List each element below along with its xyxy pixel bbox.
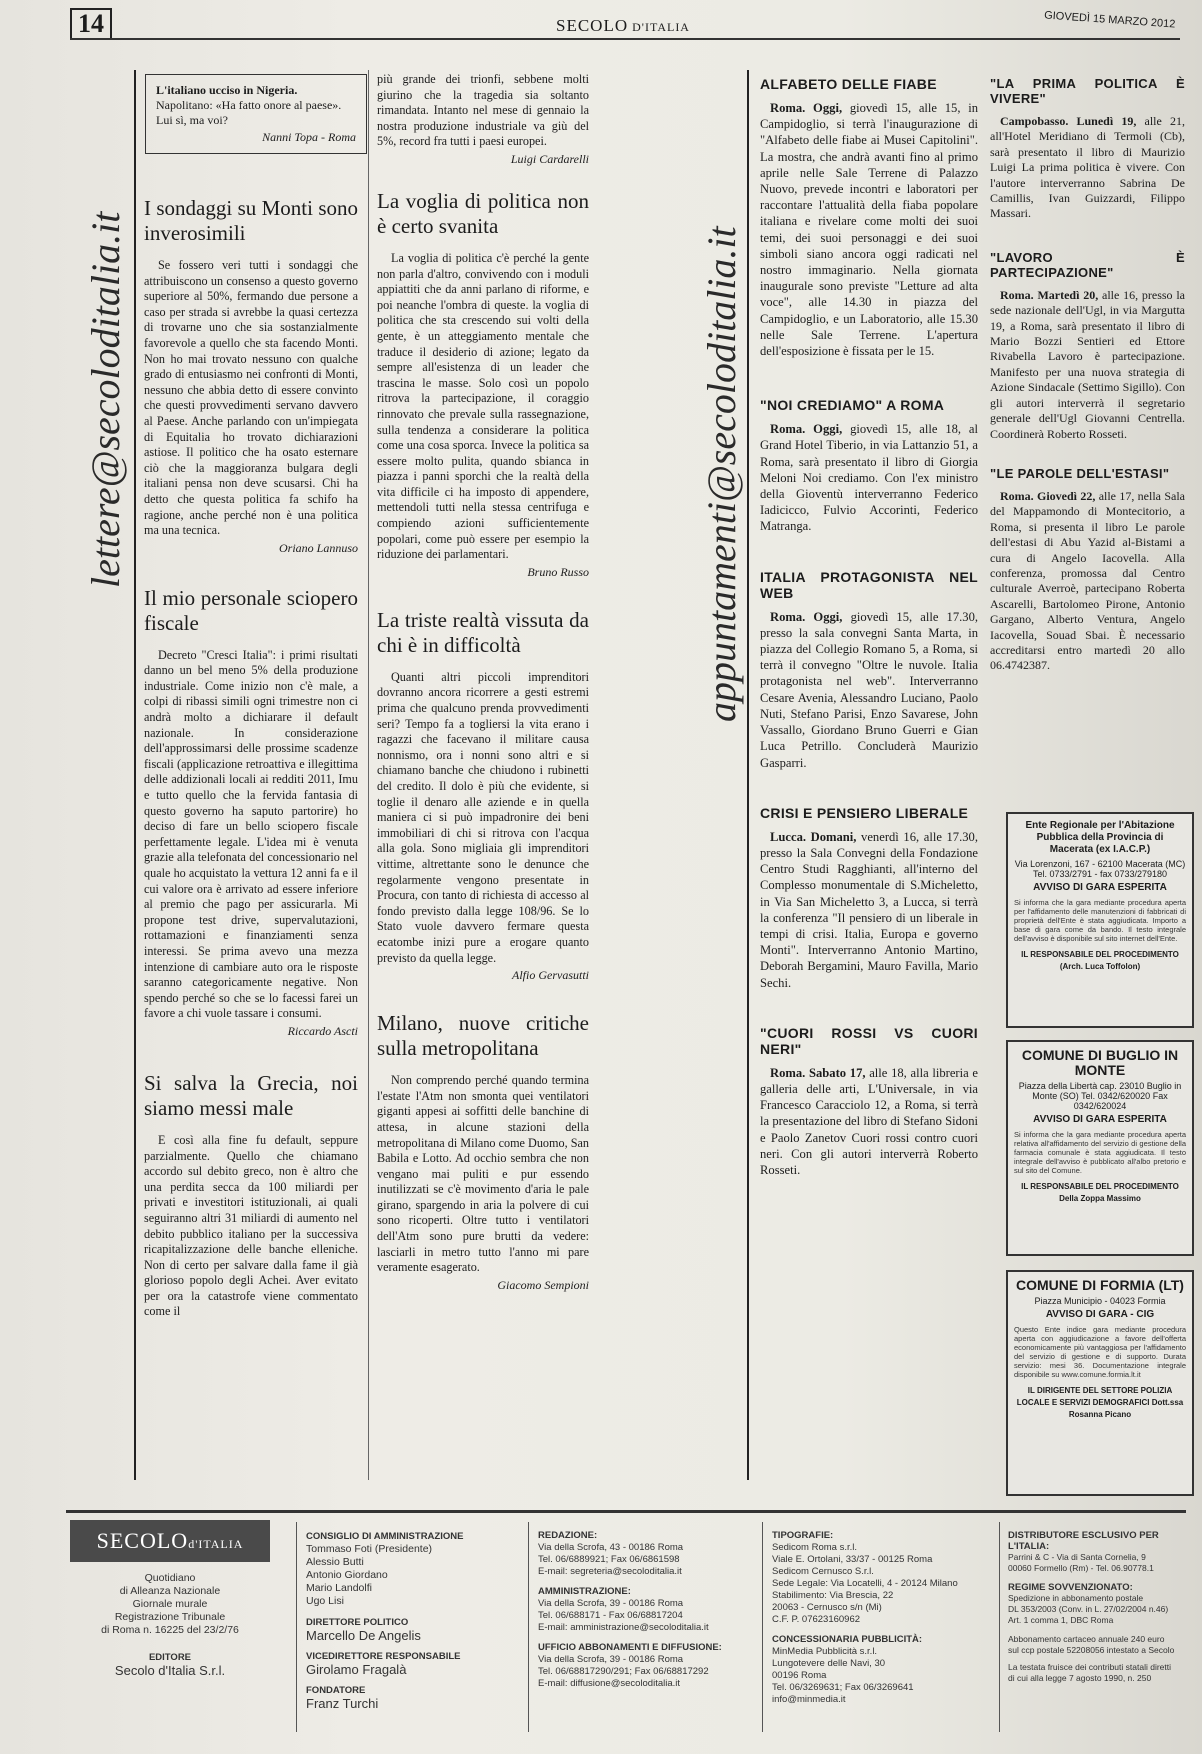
letters-column-right: [377, 72, 589, 1293]
letter-body: Se fossero veri tutti i sondaggi che attribuiscono un consenso a questo governo superiore al 50%, fermando due persone a caso per strada si avrebbe la quasi certezza di trovarne uno che sia sostanzialmente favorevole a quello che sta facendo Monti. Non ho mai trovato nessuno con qualche grado di entusiasmo nei confronti di Monti, nessuno che abbia detto di essere convinto che questi provvedimenti servano davvero al Paese. Anche parlando con un'impiegata di Equitalia ho trovato dichiarazioni astiose. Il politico che ha osato esternare ciò che la maggioranza bulgara degli italiani pensa non deve scusarsi. Chi ha detto che questa politica fa schifo ha ragione, anche perché non è una politica ma una tecnica.: [144, 258, 358, 538]
ad-title: Ente Regionale per l'Abitazione Pubblica della Provincia di Macerata (ex I.A.C.P.): [1025, 820, 1175, 855]
footer-distribution: [1008, 1530, 1184, 1684]
event-body: giovedì 15, alle 17.30, presso la sala convegni Santa Marta, in piazza del Collegio Romano 5, a Roma, si terrà il convegno "Oltre le nuvole. Italia protagonista nel web". Interverranno Cesare Avenia, Alessandro Luciano, Paolo Nuti, Stefano Parisi, Enzo Savarese, John Vassallo, Giordano Bruno Guerri e Gian Luca Petrillo. Concluderà Maurizio Gasparri.: [760, 609, 979, 770]
vice-name: Girolamo Fragalà: [306, 1662, 407, 1677]
masthead-small: D'ITALIA: [628, 20, 690, 34]
letter-signature: Giacomo Sempioni: [497, 1277, 589, 1292]
letter-body: Non comprendo perché quando termina l'estate l'Atm non smonta quei ventilatori giganti appesi ai soffitti delle banchine di attesa, in alcune stazioni della metropolitana di Milano come Duomo, San Babila e Lotto. Ad occhio sembra che non vengano mai puliti e pur essendo inutilizzati se c'è movimento d'aria le pale girano, spargendo in aria la polvere di cui sono ricoperti. Oltre tutto i ventilatori dell'Atm sono pure brutti da vedere: lasciarli in metro tutto l'anno mi pare veramente esagerato.: [377, 1073, 589, 1275]
info-line: Registrazione Tribunale: [114, 1611, 226, 1623]
letter-body-continued: più grande dei trionfi, sebbene molti giurino che la tragedia sia soltanto rimandata. Intanto nel mese di gennaio la nostra produzione industriale va giù del 5%, record fra tutti i paesi europei.: [377, 72, 589, 149]
letter-signature: Bruno Russo: [527, 564, 589, 579]
abb-line: La testata fruisce dei contributi statali diretti: [1008, 1662, 1171, 1672]
event-body: giovedì 15, alle 15, in Campidoglio, si terrà l'inaugurazione di "Alfabeto delle fiabe ai Musei Capitolini". La mostra, che andrà avanti fino al primo aprile nelle Sale Terrene di Palazzo Nuovo, prevede incontri e laboratori per raccontare l'attualità della fiaba popolare italiana e rivelare come molti dei suoi temi, dei suoi personaggi e dei suoi simboli siano ancora oggi radicati nel nostro immaginario. Nella giornata inaugurale sono previste "Letture ad alta voce", alle 14.30 in piazza del Campidoglio, e un Laboratorio, alle 15.30 nelle Sale Terrene. L'apertura dell'esposizione è fissata per le 15.: [760, 101, 979, 359]
letters-email-vertical: lettere@secoloditalia.it: [83, 211, 128, 588]
contact-line: Tel. 06/68817290/291; Fax 06/68817292: [538, 1666, 709, 1677]
footer-divider: [528, 1522, 529, 1732]
footer-divider: [296, 1522, 297, 1732]
print-line: C.F. P. 07623160962: [772, 1614, 861, 1625]
letter-body: La voglia di politica c'è perché la gente non parla d'altro, convivendo con i moduli appiattiti che da anni parlano di riforme, e poi neanche l'ombra di queste. la voglia di politica che sta crescendo sui volti della gente, è un atteggiamento mentale che traduce il desiderio di azione; legato da sempre all'esistenza di un leader che trascina le masse. Solo così un popolo ritrova la partecipazione, il coraggio rinnovato che prevale sulla rassegnazione, sulla tendenza a considerare la politica come una cosa sporca. Invece la politica sa essere molto pulita, quando sbianca in piazza i panni sporchi che la realtà della vita difficile ci ha imposto di appendere, mettendoli tutti nella stessa centrifuga e compiendo azioni sufficientemente popolari, come può essere per esempio la riduzione dei parlamentari.: [377, 250, 589, 562]
quote-box: [145, 74, 367, 154]
letter-title: La voglia di politica non è certo svanita: [377, 188, 589, 238]
events-email-vertical: appuntamenti@secoloditalia.it: [699, 226, 744, 722]
board-member: Alessio Butti: [306, 1556, 364, 1568]
print-line: Sedicom Cernusco S.r.l.: [772, 1566, 874, 1577]
footer-divider: [999, 1522, 1000, 1732]
print-line: 20063 - Cernusco s/n (Mi): [772, 1602, 882, 1613]
ad-heading: AVVISO DI GARA ESPERITA: [1033, 1114, 1167, 1125]
letters-divider: [368, 70, 369, 1480]
abb-line: Abbonamento cartaceo annuale 240 euro: [1008, 1634, 1165, 1644]
event-body: venerdì 16, alle 17.30, presso la Sala Convegni della Fondazione Centro Studi Ragghianti, all'interno del Complesso monumentale di S.Micheletto, in Via San Micheletto 3, a Lucca, si terrà la conferenza "Il pensiero di un liberale in tempi di crisi. Italia, Europa e governo Monti". Interverranno Antonio Martino, Deborah Bergamini, Mauro Favilla, Mario Sechi.: [760, 829, 978, 990]
dist-label: DISTRIBUTORE ESCLUSIVO PER L'ITALIA:: [1008, 1530, 1159, 1552]
ad-text: Si informa che la gara mediante procedura aperta per l'affidamento delle manutenzioni di fabbricati di proprietà dell'Ente è stata aggiudicata. Importo a base di gara come da bando. Il testo integrale dell'avviso è disponibile sul sito internet dell'Ente.: [1014, 898, 1186, 943]
founder-label: FONDATORE: [306, 1685, 366, 1696]
board-member: Mario Landolfi: [306, 1582, 372, 1594]
event-body: alle 21, all'Hotel Meridiano di Termoli (Cb), sarà presentato il libro di Maurizio Luigi La prima politica è vivere. Con l'autore interverranno Sabrina De Camillis, Ivan Guizzardi, Filippo Massari.: [990, 114, 1185, 221]
event-title: "LE PAROLE DELL'ESTASI": [990, 465, 1170, 481]
reg-line: DL 353/2003 (Conv. in L. 27/02/2004 n.46): [1008, 1604, 1169, 1614]
print-line: Sedicom Roma s.r.l.: [772, 1542, 857, 1553]
letter-title: I sondaggi su Monti sono inverosimili: [144, 196, 358, 245]
print-line: Stabilimento: Via Brescia, 22: [772, 1590, 894, 1601]
amm-label: AMMINISTRAZIONE:: [538, 1586, 631, 1597]
contact-line: E-mail: amministrazione@secoloditalia.it: [538, 1622, 709, 1633]
event-body: giovedì 15, alle 18, al Grand Hotel Tiberio, in via Lattanzio 51, a Roma, sarà presentato il libro di Giorgia Meloni Noi crediamo. Con l'ex ministro della Gioventù interverranno Federico Iadicicco, Fulvio Accorinti, Federico Matranga.: [760, 422, 978, 534]
contact-line: E-mail: diffusione@secoloditalia.it: [538, 1678, 681, 1689]
event-title: CRISI E PENSIERO LIBERALE: [760, 804, 969, 821]
print-line: Viale E. Ortolani, 33/37 - 00125 Roma: [772, 1554, 933, 1565]
contact-line: E-mail: segreteria@secoloditalia.it: [538, 1566, 682, 1577]
tipo-label: TIPOGRAFIE:: [772, 1530, 834, 1541]
event-lead: Roma. Oggi,: [770, 422, 843, 437]
letter-signature: Luigi Cardarelli: [510, 151, 589, 166]
letter-body: E così alla fine fu default, seppure parzialmente. Quello che chiamano accordo sul debito greco, non è altro che una perdita secca da 100 miliardi per privati e investitori istituzionali, ai quali seguiranno altri 31 miliardi di aumento nel debito pubblico italiano per la successiva ricapitalizzazione delle banche elleniche. Non di certo per salvare dalla fame il già glorioso popolo degli Achei. Aver evitato per ora la catastrofe viene commentato come il: [144, 1132, 358, 1319]
ad-comune-buglio: [1006, 1040, 1194, 1256]
mid-column-rule: [747, 70, 749, 1480]
footer-logo: [70, 1520, 270, 1562]
contact-line: Tel. 06/688171 - Fax 06/68817204: [538, 1610, 683, 1621]
issue-date: GIOVEDÌ 15 MARZO 2012: [1043, 9, 1176, 31]
info-line: Quotidiano: [144, 1572, 196, 1584]
board-member: Tommaso Foti (Presidente): [306, 1543, 433, 1555]
left-column-rule: [134, 70, 136, 1480]
conc-label: CONCESSIONARIA PUBBLICITÀ:: [772, 1634, 923, 1645]
ad-address: Piazza della Libertà cap. 23010 Buglio in Monte (SO) Tel. 0342/620020 Fax 0342/620024: [1018, 1081, 1182, 1111]
ad-title: COMUNE DI FORMIA (LT): [1016, 1277, 1184, 1293]
letter-signature: Oriano Lannuso: [278, 540, 358, 555]
event-lead: Roma. Oggi,: [770, 101, 843, 115]
letter-title: Il mio personale sciopero fiscale: [144, 585, 358, 635]
event-title: "LA PRIMA POLITICA È VIVERE": [990, 76, 1185, 106]
editor-label: EDITORE: [148, 1652, 192, 1663]
dist-line: 00060 Formello (Rm) - Tel. 06.90778.1: [1008, 1563, 1154, 1573]
event-title: ITALIA PROTAGONISTA NEL WEB: [760, 568, 978, 601]
quote-title: L'italiano ucciso in Nigeria.: [156, 83, 298, 97]
letter-signature: Riccardo Ascti: [287, 1023, 358, 1038]
letter-body: Quanti altri piccoli imprenditori dovranno ancora ricorrere a gesti estremi prima che qualcuno prenda provvedimenti seri? Tempo fa a togliersi la vita erano i ragazzi che facevano il militare causa nonnismo, ora i nonni sono altri e si chiamano banche che chiudono i rubinetti del credito. Il dolo è più che evidente, si toglie il denaro alle aziende e in quella maniera ci si può impadronire dei beni immobiliari di chi si ritrova con l'acqua alla gola. Sono migliaia gli imprenditori vittime, altrettante sono le denunce che regolarmente vengono presentate in Procura, con tanto di richiesta di accesso al fondo previsto dalla legge 108/96. Se lo Stato vuole davvero fermare questa ecatombe inizi pure a erogare quanto previsto da quella legge.: [377, 669, 589, 965]
ad-text: Questo Ente indice gara mediante procedura aperta con aggiudicazione a favore dell'offerta economicamente più vantaggiosa per l'affidamento del servizio di gestione e di supporto. Durata servizio: mesi 36. Documentazione integrale disponibile su www.comune.formia.lt.it: [1014, 1325, 1186, 1379]
event-lead: Roma. Martedì 20,: [1000, 287, 1099, 302]
events-column-left: [760, 76, 978, 1178]
print-line: Lungotevere delle Navi, 30: [772, 1658, 886, 1669]
founder-name: Franz Turchi: [306, 1696, 379, 1711]
contact-line: Via della Scrofa, 43 - 00186 Roma: [538, 1542, 684, 1553]
redazione-label: REDAZIONE:: [538, 1530, 598, 1541]
ad-ente-macerata: [1006, 812, 1194, 1028]
contact-line: Via della Scrofa, 39 - 00186 Roma: [538, 1598, 684, 1609]
event-body: alle 18, alla libreria e galleria delle arti, L'Universale, in via Francesco Caracciolo 12, a Roma, si terrà la presentazione del libro di Stefano Sidoni e Paolo Zanetov Cuori rossi contro cuori neri. Con gli autori interverrà Roberto Rosseti.: [760, 1065, 978, 1177]
print-line: Tel. 06/3269631; Fax 06/3269641: [772, 1682, 914, 1693]
footer-board: [306, 1530, 526, 1710]
print-line: info@minmedia.it: [772, 1694, 846, 1705]
editor-name: Secolo d'Italia S.r.l.: [114, 1663, 226, 1678]
director-name: Marcello De Angelis: [306, 1628, 421, 1643]
footer-contacts: [538, 1530, 760, 1690]
event-title: "CUORI ROSSI VS CUORI NERI": [760, 1024, 978, 1057]
ad-signature: IL RESPONSABILE DEL PROCEDIMENTO Della Zoppa Massimo: [1021, 1182, 1179, 1203]
letters-column-left: [144, 196, 358, 1320]
letter-title: Si salva la Grecia, noi siamo messi male: [144, 1070, 358, 1120]
masthead: [556, 16, 690, 36]
info-line: Giornale murale: [132, 1598, 208, 1610]
event-title: ALFABETO DELLE FIABE: [760, 76, 937, 92]
event-lead: Roma. Sabato 17,: [770, 1065, 866, 1080]
print-line: MinMedia Pubblicità s.r.l.: [772, 1646, 878, 1657]
quote-signature: Nanni Topa - Roma: [262, 130, 356, 144]
header-rule: [70, 38, 1180, 40]
vice-label: VICEDIRETTORE RESPONSABILE: [306, 1651, 461, 1662]
print-line: 00196 Roma: [772, 1670, 827, 1681]
event-lead: Lucca. Domani,: [770, 829, 857, 844]
letter-body: Decreto "Cresci Italia": i primi risultati danno un bel meno 5% della produzione industriale. Come inizio non c'è male, a colpi di ribassi simili ogni trimestre non ci andrà molto a dichiarare il default nazionale. In considerazione dell'approssimarsi delle prossime scadenze fiscali (applicazione retroattiva e illegittima delle addizionali locali ai redditi 2011, Imu e tutto quello che la fervida fantasia di questo governo ha saputo partorire) ho deciso di fare un bello sciopero fiscale perfettamente legale. L'idea mi è venuta grazie alla telefonata del concessionario nel quale ho acquistato la vettura 12 anni fa e il cui valore ora è arrivato ad essere inferiore al premio che pago per assicurarla. Mi propone test drive, supervalutazioni, rottamazioni e finanziamenti senza interessi. Se prima avevo una mezza intenzione di cambiare auto ora le risposte saranno categoricamente negative. Non spendo perché so che se lo facessi farei un favore a chi vuole tassare i consumi.: [144, 647, 358, 1021]
uff-label: UFFICIO ABBONAMENTI E DIFFUSIONE:: [538, 1642, 722, 1653]
events-column-right: [990, 76, 1185, 674]
footer-info: [80, 1572, 260, 1677]
board-member: Ugo Lisi: [306, 1595, 344, 1607]
event-title: "NOI CREDIAMO" A ROMA: [760, 397, 945, 414]
contact-line: Tel. 06/6889921; Fax 06/6861598: [538, 1554, 680, 1565]
event-lead: Campobasso. Lunedì 19,: [1000, 114, 1137, 128]
footer-logo-main: SECOLO: [96, 1528, 189, 1553]
contact-line: Via della Scrofa, 39 - 00186 Roma: [538, 1654, 684, 1665]
ad-address: Via Lorenzoni, 167 - 62100 Macerata (MC) Tel. 0733/2791 - fax 0733/279180: [1014, 859, 1186, 879]
abb-line: sul ccp postale 52208056 intestato a Secolo: [1008, 1645, 1175, 1655]
ad-title: COMUNE DI BUGLIO IN MONTE: [1021, 1047, 1179, 1078]
ad-address: Piazza Municipio - 04023 Formia: [1034, 1296, 1166, 1306]
event-lead: Roma. Giovedì 22,: [1000, 488, 1096, 503]
footer-print: [772, 1530, 997, 1706]
ad-signature: IL DIRIGENTE DEL SETTORE POLIZIA LOCALE E SERVIZI DEMOGRAFICI Dott.ssa Rosanna Picano: [1016, 1386, 1184, 1419]
event-body: alle 17, nella Sala del Mappamondo di Montecitorio, a Roma, si presenta il libro Le parole dell'estasi di Abu Yazid al-Bistami a cura di Angelo Iacovella. Alla conferenza, promossa dal Centro culturale Averroè, partecipano Roberta Ascarelli, Bartolomeo Pirone, Antonio Gargano, Alberto Ventura, Angelo Iacovella, Souad Sbai. È necessario accreditarsi entro martedì 20 allo 06.4742387.: [990, 488, 1185, 673]
event-body: alle 16, presso la sede nazionale dell'Ugl, in via Margutta 19, a Roma, sarà presentato il libro di Mario Bozzi Sentieri ed Ettore Rivabella Lavoro è partecipazione. Manifesto per una nuova strategia di Azione Sindacale (Settimo Sigillo). Con gli autori interverrà il segretario generale dell'Ugl Giovanni Centrella. Coordinerà Roberto Rosseti.: [990, 287, 1185, 441]
page-number: 14: [70, 8, 112, 38]
info-line: di Roma n. 16225 del 23/2/76: [101, 1624, 239, 1636]
dist-line: Parrini & C - Via di Santa Cornelia, 9: [1008, 1552, 1146, 1562]
ad-heading: AVVISO DI GARA ESPERITA: [1033, 882, 1167, 893]
abb-line: di cui alla legge 7 agosto 1990, n. 250: [1008, 1673, 1152, 1683]
footer-divider: [762, 1522, 763, 1732]
ad-signature: IL RESPONSABILE DEL PROCEDIMENTO (Arch. Luca Toffolon): [1021, 950, 1179, 971]
letter-title: Milano, nuove critiche sulla metropolitana: [377, 1011, 589, 1061]
director-label: DIRETTORE POLITICO: [306, 1617, 409, 1628]
ad-heading: AVVISO DI GARA - CIG: [1045, 1309, 1155, 1320]
event-title: "LAVORO È PARTECIPAZIONE": [990, 249, 1185, 280]
reg-line: Art. 1 comma 1, DBC Roma: [1008, 1615, 1114, 1625]
masthead-main: SECOLO: [556, 16, 629, 35]
print-line: Sede Legale: Via Locatelli, 4 - 20124 Milano: [772, 1578, 958, 1589]
board-label: CONSIGLIO DI AMMINISTRAZIONE: [306, 1531, 464, 1542]
event-lead: Roma. Oggi,: [770, 609, 843, 624]
letter-signature: Alfio Gervasutti: [512, 968, 589, 983]
reg-label: REGIME SOVVENZIONATO:: [1008, 1582, 1133, 1593]
reg-line: Spedizione in abbonamento postale: [1008, 1593, 1144, 1603]
letter-title: La triste realtà vissuta da chi è in difficoltà: [377, 607, 589, 657]
info-line: di Alleanza Nazionale: [119, 1585, 221, 1597]
footer-logo-small: d'ITALIA: [188, 1537, 244, 1551]
ad-text: Si informa che la gara mediante procedura aperta relativa all'affidamento del servizio di gestione della farmacia comunale è stata aggiudicata. Il testo integrale dell'avviso è pubblicato all'albo pretorio e sul sito del Comune.: [1014, 1130, 1186, 1175]
quote-text: Napolitano: «Ha fatto onore al paese». Lui sì, ma voi?: [156, 98, 342, 127]
ad-comune-formia: [1006, 1270, 1194, 1496]
board-member: Antonio Giordano: [306, 1569, 388, 1581]
